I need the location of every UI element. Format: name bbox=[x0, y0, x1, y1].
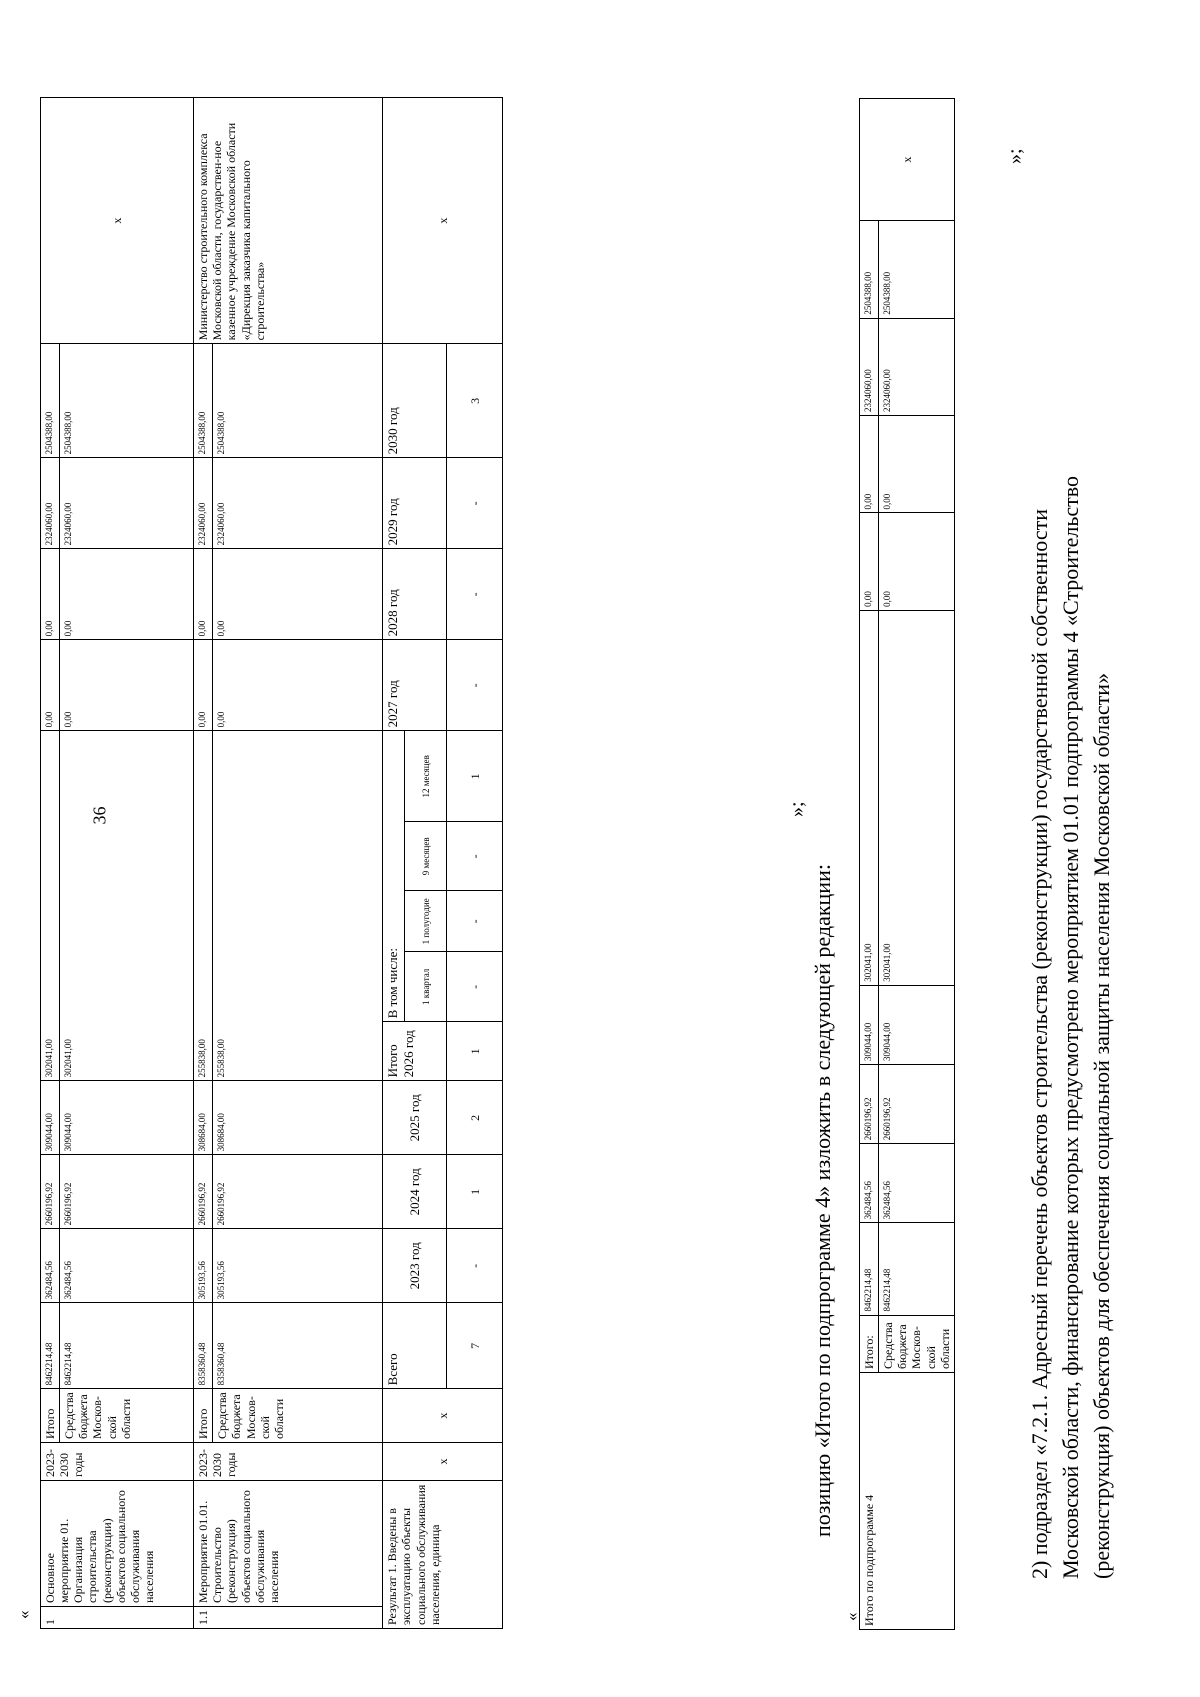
header-2029: 2029 год bbox=[383, 458, 447, 549]
value-cell: 309044,00 bbox=[860, 985, 879, 1064]
result-value: - bbox=[447, 952, 503, 1022]
value-cell: 302041,00 bbox=[879, 610, 955, 985]
result-value: - bbox=[447, 549, 503, 640]
subprogram-label: Итого по подпрограмме 4 bbox=[860, 1373, 955, 1630]
result-value: 2 bbox=[447, 1081, 503, 1155]
amendment-caption: позицию «Итого по подпрограмме 4» изложить в следующей редакции: bbox=[810, 864, 835, 1537]
executor-cell: Министерство строительного комплекса Московской области, государствен-ное казенное учреждение Московской области «Дирекция заказчика капитального строительства» bbox=[194, 98, 383, 344]
header-total: Всего bbox=[383, 1303, 447, 1389]
value-cell: 309044,00 bbox=[41, 1081, 60, 1155]
source-label: Средства бюджета Москов-ской области bbox=[60, 1389, 194, 1443]
result-value: 1 bbox=[447, 1022, 503, 1081]
value-cell: 8462214,48 bbox=[60, 1303, 194, 1389]
header-including: В том числе: bbox=[383, 731, 405, 1022]
header-m12: 12 месяцев bbox=[405, 731, 447, 822]
open-quote-mark-2: « bbox=[842, 1612, 861, 1621]
header-2030: 2030 год bbox=[383, 344, 447, 458]
result-value: 3 bbox=[447, 344, 503, 458]
value-cell: 2504388,00 bbox=[213, 344, 383, 458]
value-cell: 302041,00 bbox=[860, 610, 879, 985]
result-value: 1 bbox=[447, 1155, 503, 1229]
value-cell: 2324060,00 bbox=[194, 458, 213, 549]
table-row bbox=[194, 98, 213, 1629]
value-cell: 2324060,00 bbox=[879, 318, 955, 415]
executor-cell: х bbox=[41, 98, 194, 344]
value-cell: 2324060,00 bbox=[41, 458, 60, 549]
source-label: Итого bbox=[194, 1389, 213, 1443]
result-value: - bbox=[447, 458, 503, 549]
activity-period: 2023-2030 годы bbox=[194, 1443, 383, 1481]
header-m9: 9 месяцев bbox=[405, 822, 447, 891]
value-cell: 2504388,00 bbox=[60, 344, 194, 458]
value-cell: 2660196,92 bbox=[194, 1155, 213, 1229]
value-cell: 8358360,48 bbox=[194, 1303, 213, 1389]
value-cell: 2504388,00 bbox=[194, 344, 213, 458]
value-cell: 2660196,92 bbox=[60, 1155, 194, 1229]
table-row bbox=[41, 98, 60, 1629]
value-cell: 0,00 bbox=[860, 416, 879, 513]
result-value: - bbox=[447, 1229, 503, 1303]
value-cell: 305193,56 bbox=[194, 1229, 213, 1303]
result-value: 7 bbox=[447, 1303, 503, 1389]
value-cell: 2504388,00 bbox=[860, 221, 879, 318]
value-cell: 2324060,00 bbox=[60, 458, 194, 549]
value-cell: 309044,00 bbox=[879, 985, 955, 1064]
table-row bbox=[383, 98, 405, 1629]
value-cell: 2660196,92 bbox=[213, 1155, 383, 1229]
value-cell: 2324060,00 bbox=[860, 318, 879, 415]
executor-cell: х bbox=[860, 99, 955, 221]
value-cell: 362484,56 bbox=[41, 1229, 60, 1303]
activities-table bbox=[40, 97, 503, 1629]
paragraph-line: (реконструкция) объектов для обеспечения социальной защиты населения Московской области» bbox=[1088, 672, 1114, 1579]
closing-quote-2: »; bbox=[1004, 148, 1026, 164]
paragraph-line: 2) подраздел «7.2.1. Адресный перечень объектов строительства (реконструкции) государственной собственности bbox=[1027, 508, 1052, 1579]
header-2026: Итого 2026 год bbox=[383, 1022, 447, 1081]
value-cell: 8462214,48 bbox=[879, 1223, 955, 1315]
result-executor: х bbox=[383, 98, 503, 344]
value-cell: 0,00 bbox=[60, 549, 194, 640]
value-cell: 309044,00 bbox=[60, 1081, 194, 1155]
source-label: Средства бюджета Москов-ской области bbox=[213, 1389, 383, 1443]
source-label: Средства бюджета Москов-ской области bbox=[879, 1315, 955, 1372]
value-cell: 0,00 bbox=[860, 513, 879, 610]
value-cell: 302041,00 bbox=[60, 731, 194, 1081]
value-cell: 362484,56 bbox=[860, 1144, 879, 1223]
result-source: х bbox=[383, 1389, 503, 1443]
value-cell: 0,00 bbox=[879, 416, 955, 513]
subprogram-total-table bbox=[859, 98, 955, 1630]
value-cell: 8358360,48 bbox=[213, 1303, 383, 1389]
value-cell: 0,00 bbox=[60, 640, 194, 731]
paragraph-line: Московской области, финансирование которых предусмотрено мероприятием 01.01 подпрограммы 4 «Строительство bbox=[1057, 476, 1083, 1579]
result-value: 1 bbox=[447, 731, 503, 822]
value-cell: 302041,00 bbox=[41, 731, 60, 1081]
value-cell: 8462214,48 bbox=[860, 1223, 879, 1315]
value-cell: 0,00 bbox=[194, 640, 213, 731]
value-cell: 2504388,00 bbox=[879, 221, 955, 318]
result-period: х bbox=[383, 1443, 503, 1481]
value-cell: 0,00 bbox=[41, 549, 60, 640]
value-cell: 0,00 bbox=[213, 549, 383, 640]
value-cell: 2324060,00 bbox=[213, 458, 383, 549]
value-cell: 308684,00 bbox=[213, 1081, 383, 1155]
value-cell: 2504388,00 bbox=[41, 344, 60, 458]
header-2024: 2024 год bbox=[383, 1155, 447, 1229]
activity-name: Мероприятие 01.01. Строительство (реконструкция) объектов социального обслуживания населения bbox=[194, 1481, 383, 1607]
row-number: 1 bbox=[41, 1607, 194, 1629]
value-cell: 8462214,48 bbox=[41, 1303, 60, 1389]
table-row bbox=[860, 99, 879, 1630]
source-label: Итого: bbox=[860, 1315, 879, 1372]
value-cell: 255838,00 bbox=[194, 731, 213, 1081]
value-cell: 0,00 bbox=[213, 640, 383, 731]
header-2028: 2028 год bbox=[383, 549, 447, 640]
value-cell: 362484,56 bbox=[60, 1229, 194, 1303]
value-cell: 0,00 bbox=[41, 640, 60, 731]
value-cell: 308684,00 bbox=[194, 1081, 213, 1155]
activity-name: Основное мероприятие 01. Организация строительства (реконструкции) объектов социального обслуживания населения bbox=[41, 1481, 194, 1607]
value-cell: 2660196,92 bbox=[879, 1064, 955, 1143]
header-2025: 2025 год bbox=[383, 1081, 447, 1155]
value-cell: 305193,56 bbox=[213, 1229, 383, 1303]
open-quote-mark: « bbox=[14, 1610, 33, 1619]
source-label: Итого bbox=[41, 1389, 60, 1443]
value-cell: 362484,56 bbox=[879, 1144, 955, 1223]
header-q1: 1 квартал bbox=[405, 952, 447, 1022]
value-cell: 0,00 bbox=[194, 549, 213, 640]
value-cell: 2660196,92 bbox=[41, 1155, 60, 1229]
header-2027: 2027 год bbox=[383, 640, 447, 731]
row-number: 1.1 bbox=[194, 1607, 383, 1629]
amendment-paragraph bbox=[1025, 99, 1117, 1579]
result-value: - bbox=[447, 640, 503, 731]
value-cell: 0,00 bbox=[879, 513, 955, 610]
activity-period: 2023-2030 годы bbox=[41, 1443, 194, 1481]
result-value: - bbox=[447, 822, 503, 891]
header-2023: 2023 год bbox=[383, 1229, 447, 1303]
page-number: 36 bbox=[89, 806, 110, 825]
closing-quote-1: »; bbox=[786, 801, 808, 817]
result-value: - bbox=[447, 891, 503, 952]
value-cell: 255838,00 bbox=[213, 731, 383, 1081]
value-cell: 2660196,92 bbox=[860, 1064, 879, 1143]
header-h1: 1 полугодие bbox=[405, 891, 447, 952]
result-name: Результат 1. Введены в эксплуатацию объекты социального обслуживания населения, единица bbox=[383, 1481, 503, 1629]
